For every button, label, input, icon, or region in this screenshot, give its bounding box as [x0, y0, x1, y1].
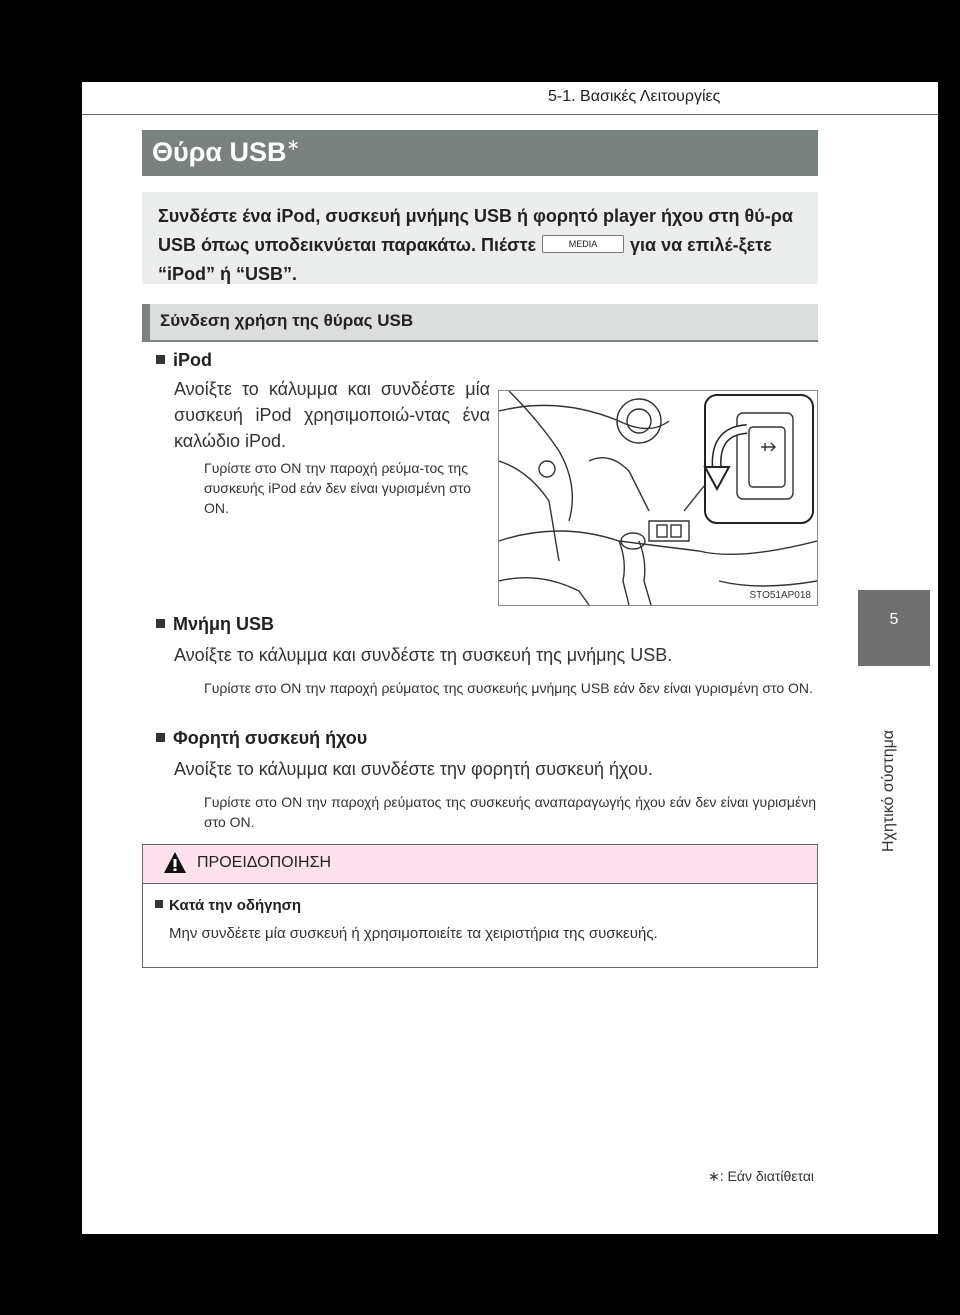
subsection-title: Σύνδεση χρήση της θύρας USB: [160, 311, 414, 330]
media-button-icon: MEDIA: [542, 235, 624, 253]
availability-marker: ∗: [286, 137, 300, 154]
page-header: [82, 82, 938, 116]
manual-page: [82, 82, 938, 1234]
warning-header: [143, 845, 817, 884]
square-bullet-icon: [155, 900, 163, 908]
intro-text: [158, 202, 808, 289]
usb-port-illustration: [498, 390, 818, 606]
footnote-text: : Εάν διατίθεται: [719, 1168, 815, 1184]
chapter-number: 5: [889, 611, 899, 628]
subsection-rule: [142, 340, 818, 342]
item-heading-text: Φορητή συσκευή ήχου: [173, 728, 368, 748]
item-heading-text: iPod: [173, 350, 212, 370]
figure-label: STO51AP018: [749, 590, 811, 601]
item-note-ipod: Γυρίστε στο ON την παροχή ρεύμα-τος της συσκευής iPod εάν δεν είναι γυρισμένη στο ON.: [204, 460, 471, 516]
footnote: [708, 1168, 814, 1185]
page-title: [152, 137, 300, 168]
item-body-ipod: Ανοίξτε το κάλυμμα και συνδέστε μία συσκευή iPod χρησιμοποιώ-ντας ένα καλώδιο iPod.: [174, 379, 490, 451]
item-heading-ipod: [156, 350, 212, 371]
header-rule: [82, 114, 938, 115]
page-title-text: Θύρα USB: [152, 137, 287, 167]
chapter-tab: [858, 590, 930, 666]
item-note-portable-audio: Γυρίστε στο ON την παροχή ρεύματος της συσκευής αναπαραγωγής ήχου εάν δεν είναι γυρισμένη στο ON.: [204, 794, 816, 830]
intro-part2: για να επιλέ-ξετε “iPod” ή “USB”.: [158, 235, 772, 284]
section-header: 5-1. Βασικές Λειτουργίες: [548, 88, 721, 105]
chapter-side-label: [880, 682, 900, 852]
item-body-usb-memory: Ανοίξτε το κάλυμμα και συνδέστε τη συσκευή της μνήμης USB.: [174, 645, 673, 665]
chapter-label: Ηχητικό σύστημα: [880, 729, 897, 852]
warning-title: ΠΡΟΕΙΔΟΠΟΙΗΣΗ: [197, 854, 332, 871]
intro-part1: Συνδέστε ένα iPod, συσκευή μνήμης USB ή φορητό player ήχου στη θύ-ρα USB όπως υποδεικνύεται παρακάτω. Πιέστε: [158, 206, 793, 255]
item-heading-usb-memory: [156, 614, 274, 635]
warning-body: Μην συνδέετε μία συσκευή ή χρησιμοποιείτε τα χειριστήρια της συσκευής.: [169, 925, 658, 942]
square-bullet-icon: [156, 355, 165, 364]
intro-box: [142, 192, 818, 284]
item-body-portable-audio: Ανοίξτε το κάλυμμα και συνδέστε την φορητή συσκευή ήχου.: [174, 759, 653, 779]
item-heading-portable-audio: [156, 728, 367, 749]
square-bullet-icon: [156, 733, 165, 742]
square-bullet-icon: [156, 619, 165, 628]
warning-heading: [155, 897, 301, 914]
title-bar: [142, 130, 818, 176]
warning-box: [142, 844, 818, 968]
item-note-usb-memory: Γυρίστε στο ON την παροχή ρεύματος της συσκευής μνήμης USB εάν δεν είναι γυρισμένη στο ON.: [204, 680, 813, 696]
dashboard-drawing: [499, 391, 817, 605]
item-heading-text: Μνήμη USB: [173, 614, 275, 634]
footnote-marker: ∗: [708, 1168, 720, 1184]
warning-triangle-icon: [163, 851, 187, 875]
warning-heading-text: Κατά την οδήγηση: [169, 897, 302, 914]
subsection-bar: [142, 304, 818, 340]
